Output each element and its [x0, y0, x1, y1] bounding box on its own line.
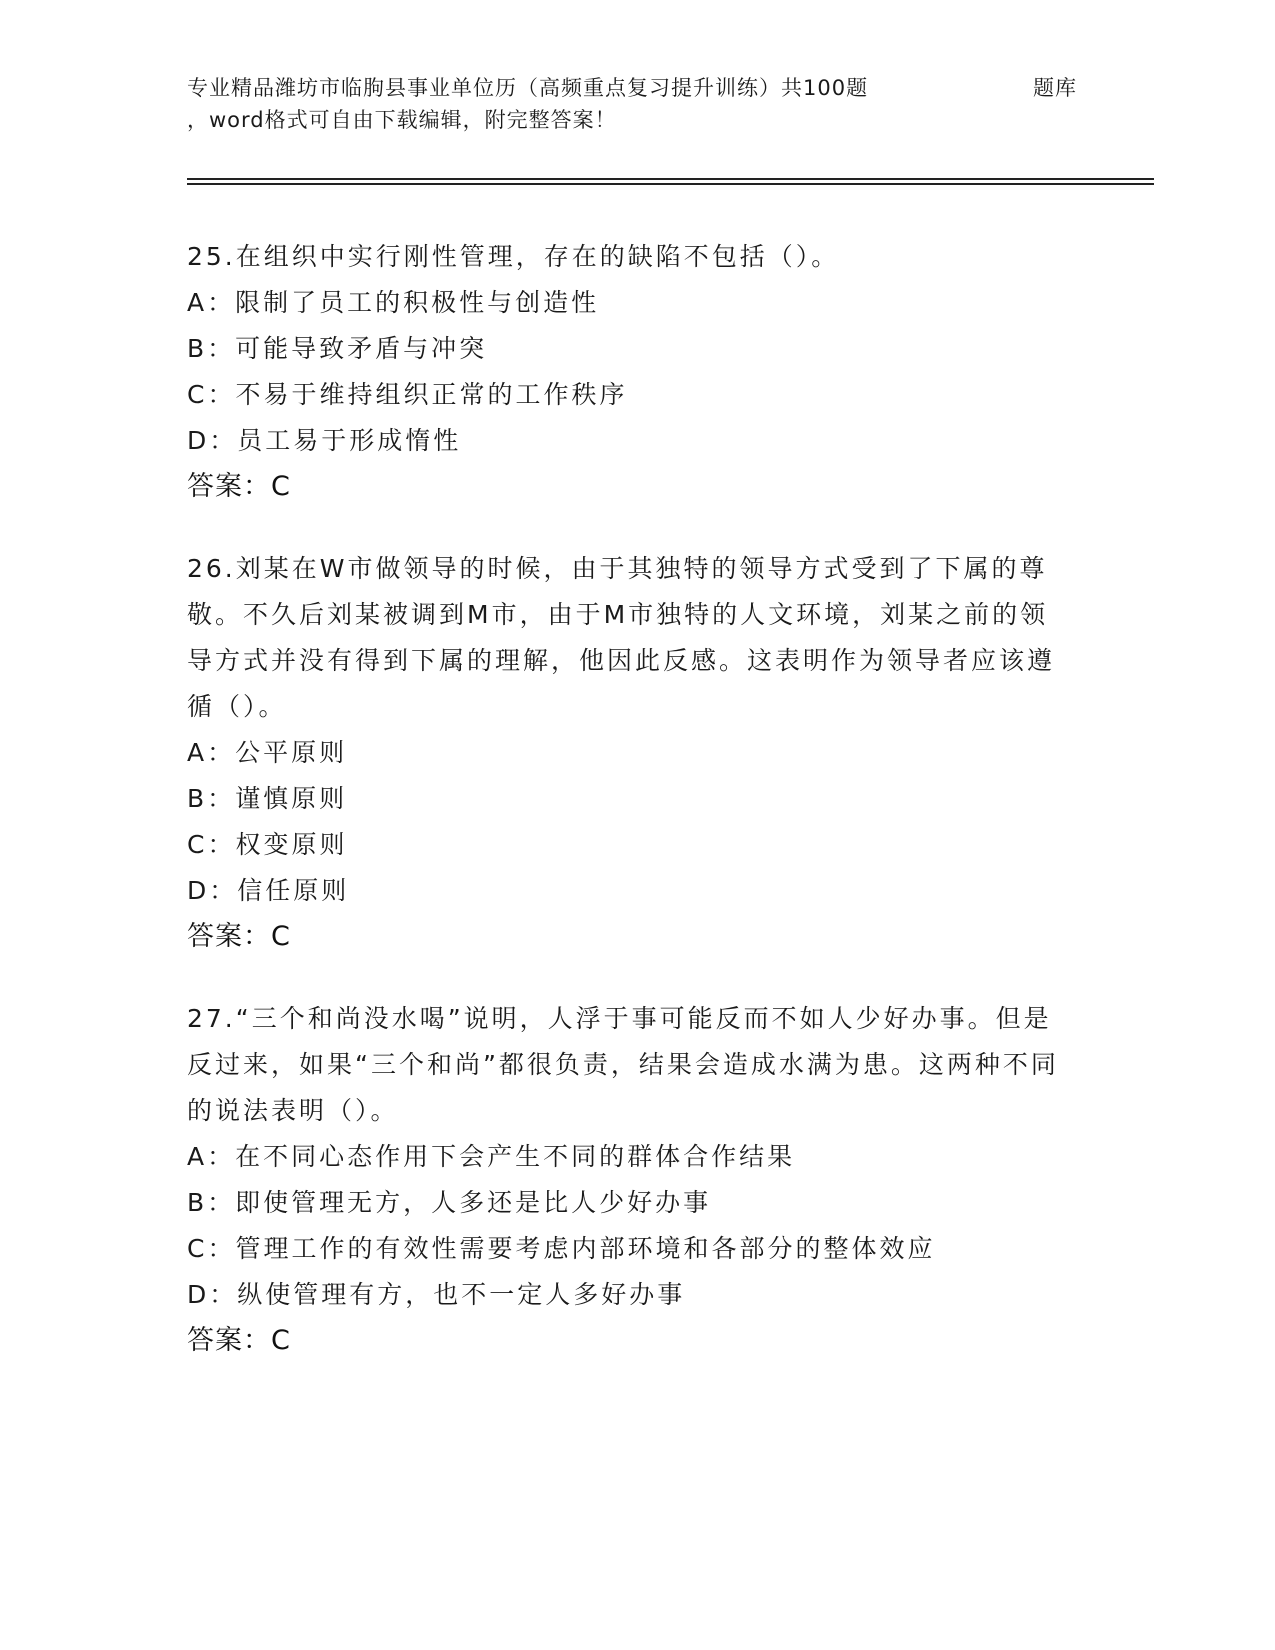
option-c: C：权变原则 [187, 830, 348, 859]
option-a: A：限制了员工的积极性与创造性 [187, 288, 600, 317]
question-27 [187, 996, 1087, 1364]
option-c: C：管理工作的有效性需要考虑内部环境和各部分的整体效应 [187, 1234, 936, 1263]
option-c: C：不易于维持组织正常的工作秩序 [187, 380, 628, 409]
answer-line: 答案：C [187, 921, 291, 952]
option-a: A：在不同心态作用下会产生不同的群体合作结果 [187, 1142, 796, 1171]
header-title: 专业精品潍坊市临朐县事业单位历（高频重点复习提升训练）共100题 [187, 76, 869, 100]
question-stem: 27.“三个和尚没水喝”说明，人浮于事可能反而不如人少好办事。但是反过来，如果“三个和尚”都很负责，结果会造成水满为患。这两种不同的说法表明（）。 [187, 1004, 1059, 1125]
question-stem: 25.在组织中实行刚性管理，存在的缺陷不包括（）。 [187, 242, 840, 271]
header-subtitle: ，word格式可自由下载编辑，附完整答案！ [187, 108, 617, 132]
option-b: B：谨慎原则 [187, 784, 348, 813]
option-d: D：信任原则 [187, 876, 350, 905]
option-b: B：可能导致矛盾与冲突 [187, 334, 488, 363]
option-b: B：即使管理无方，人多还是比人少好办事 [187, 1188, 712, 1217]
option-d: D：纵使管理有方，也不一定人多好办事 [187, 1280, 686, 1309]
header-divider-bottom [187, 183, 1154, 185]
page-header [187, 72, 1147, 136]
question-stem: 26.刘某在W市做领导的时候，由于其独特的领导方式受到了下属的尊敬。不久后刘某被调到M市，由于M市独特的人文环境，刘某之前的领导方式并没有得到下属的理解，他因此反感。这表明作为领导者应该遵循（）。 [187, 554, 1056, 721]
question-25 [187, 234, 1087, 510]
header-line-1 [187, 72, 1077, 104]
header-tag: 题库 [1033, 76, 1077, 100]
answer-line: 答案：C [187, 471, 291, 502]
option-d: D：员工易于形成惰性 [187, 426, 462, 455]
option-a: A：公平原则 [187, 738, 348, 767]
answer-line: 答案：C [187, 1325, 291, 1356]
question-26 [187, 546, 1087, 960]
question-list [187, 234, 1087, 1400]
header-divider-top [187, 178, 1154, 180]
